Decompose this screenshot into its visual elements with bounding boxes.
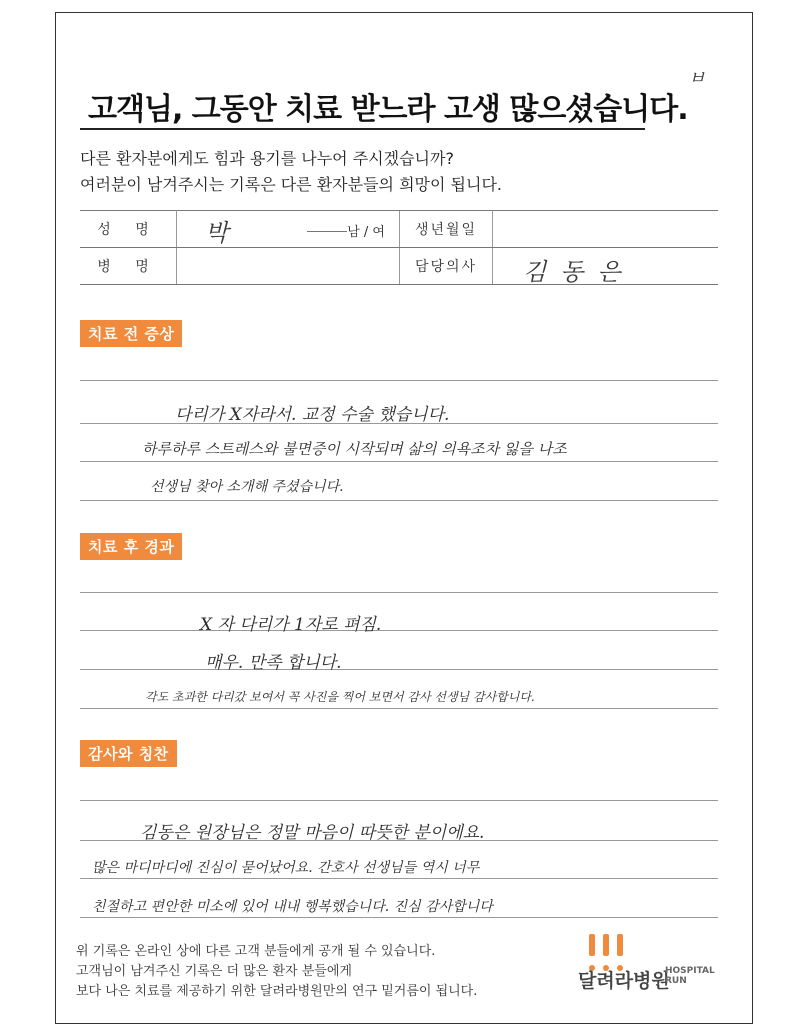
subtitle-line-1: 다른 환자분에게도 힘과 용기를 나누어 주시겠습니까? [80,149,454,168]
section-tag-thanks: 감사와 칭찬 [80,740,177,767]
hospital-logo-name: 달려라병원 [578,970,670,992]
line-rule [80,461,718,462]
line-rule [80,630,718,631]
subtitle-line-2: 여러분이 남겨주시는 기록은 다른 환자분들의 희망이 됩니다. [80,175,503,194]
section-tag-before: 치료 전 증상 [80,320,182,347]
doctor-label: 담당의사 [400,248,493,285]
birth-field[interactable] [493,211,719,248]
name-value: 박 [205,219,229,247]
birth-label: 생년월일 [400,211,493,248]
name-blank-line [307,231,347,232]
line-rule [80,500,718,501]
name-field[interactable] [177,211,400,248]
line-rule [80,380,718,381]
logo-sub-line-1: HOSPITAL [665,966,715,976]
thanks-line-2: 많은 마디마디에 진심이 묻어났어요. 간호사 선생님들 역시 너무 [92,860,480,876]
line-rule [80,917,718,918]
line-rule [80,592,718,593]
doctor-value: 김동은 [523,258,635,286]
hospital-logo-sub [665,966,715,986]
line-rule [80,878,718,879]
footer-line-2: 고객님이 남겨주신 기록은 더 많은 환자 분들에게 [76,964,352,979]
before-line-3: 선생님 찾아 소개해 주셨습니다. [150,479,344,495]
disease-label: 병 명 [80,248,177,285]
after-line-1: X 자 다리가 1자로 펴짐. [200,615,382,635]
name-label: 성 명 [80,211,177,248]
thanks-line-1: 김동은 원장님은 정말 마음이 따뜻한 분이에요. [140,823,485,843]
page-title: 고객님, 그동안 치료 받느라 고생 많으셨습니다. [88,92,688,127]
patient-info-table [80,210,718,285]
before-line-2: 하루하루 스트레스와 불면증이 시작되며 삶의 의욕조차 잃을 나조 [142,440,567,458]
line-rule [80,708,718,709]
doctor-field[interactable] [493,248,719,285]
footer-line-3: 보다 나은 치료를 제공하기 위한 달려라병원만의 연구 밑거름이 됩니다. [76,984,478,999]
footer-line-1: 위 기록은 온라인 상에 다른 고객 분들에게 공개 될 수 있습니다. [76,944,436,959]
gender-selector[interactable]: 남 / 여 [347,225,385,240]
thanks-line-3: 친절하고 편안한 미소에 있어 내내 행복했습니다. 진심 감사합니다 [92,899,493,915]
after-line-2: 매우. 만족 합니다. [205,653,342,673]
title-underline [80,128,645,130]
before-line-1: 다리가 X자라서. 교정 수술 했습니다. [175,405,450,425]
logo-sub-line-2: RUN [665,976,687,986]
line-rule [80,669,718,670]
disease-field[interactable] [177,248,400,285]
line-rule [80,800,718,801]
after-line-3: 각도 초과한 다리갔 보여서 꼭 사진을 찍어 보면서 감사 선생님 감사합니다. [145,690,535,704]
handwritten-corner-mark: ㅂ [688,68,706,89]
section-tag-after: 치료 후 경과 [80,533,182,560]
